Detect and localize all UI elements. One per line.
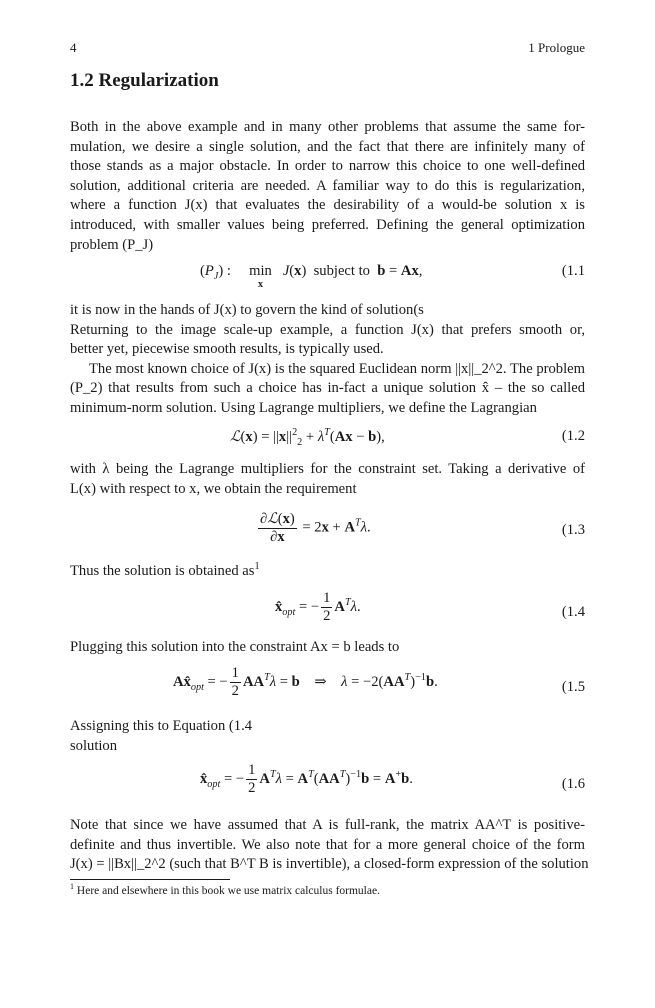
equation-1-5 [70, 665, 585, 713]
equation-1-2 [70, 428, 585, 452]
equation-label: (1.3 [561, 522, 585, 538]
equation-1-3 [70, 510, 585, 554]
text-line: problem (P_J) [70, 236, 154, 253]
text-line: J(x) = ||Bx||_2^2 (such that B^T B is invertible), a closed-form expression of the solution [70, 856, 589, 873]
text-line: The most known choice of J(x) is the squared Euclidean norm ||x||_2^2. The problem [89, 360, 585, 377]
equation-label: (1.4 [561, 604, 585, 620]
footnote [70, 882, 380, 897]
text-line: Returning to the image scale-up example, a function J(x) that prefers smooth or, [70, 321, 585, 338]
paragraph-lagrange [70, 460, 585, 499]
text-line: L(x) with respect to x, we obtain the requirement [70, 480, 357, 497]
footnote-ref: 1 [254, 561, 260, 573]
equation-1-4 [70, 590, 585, 638]
equation-source [0, 0, 1, 1]
text-line: with λ being the Lagrange multipliers for the constraint set. Taking a derivative of [70, 461, 585, 477]
footnote-marker: 1 [70, 882, 75, 892]
text-line: better yet, piecewise smooth results, is typically used. [70, 341, 384, 358]
section-title: 1.2 Regularization [70, 70, 219, 91]
equation-label: (1.5 [561, 679, 585, 695]
text-line [70, 562, 585, 582]
text-line: Assigning this to Equation (1.4 [70, 718, 253, 734]
text-line: definite and thus invertible. We also note that for a more general choice of the form [70, 836, 585, 853]
text-line: mulation, we desire a single solution, and the fact that there are infinitely many of [70, 138, 585, 155]
text-span: Thus the solution is obtained as [70, 563, 255, 579]
equation-label: (1.1 [561, 263, 585, 279]
equation-body: $x̂_{opt}$ = − $\frac{1}{2}$ $A^T\lambda$. [275, 590, 361, 624]
equation-body: $\frac{\text{∂ℒ(x)}}{\partial x}$ = $2x + A^T\lambda$. [260, 511, 371, 545]
text-line: introduced, with smaller values being preferred. Defining the general optimization [70, 216, 585, 233]
equation-body: $Ax̂_{opt}$ = − $\frac{1}{2}$ $AA^T\lambda = b$ ⇒ $\lambda = -2(AA^T)^{-1}b$. [173, 665, 438, 699]
footnote-text: Here and elsewhere in this book we use matrix calculus formulae. [76, 885, 380, 897]
footnote-rule [70, 879, 230, 880]
equation-label: (1.6 [561, 776, 585, 792]
equation-body: $x̂_{opt}$ = − $\frac{1}{2}$ $A^T\lambda = A^T(AA^T)^{-1}b = A^+b$. [200, 762, 413, 796]
text-line: Both in the above example and in many other problems that assume the same for- [70, 119, 585, 135]
text-line: solution, additional criteria are needed. A familiar way to do this is regularization, [70, 177, 585, 194]
page-number: 4 [70, 40, 77, 55]
text-line: Note that since we have assumed that A is full-rank, the matrix AA^T is positive- [70, 817, 585, 833]
equation-1-1 [70, 263, 585, 293]
equation-label: (1.2 [561, 428, 585, 444]
equation-body: ℒ(x) = $||x||^2_2 + \lambda^T(Ax - b)$, [230, 427, 385, 448]
text-line: where a function J(x) that evaluates the desirability of a would-be solution x is [70, 197, 585, 214]
text-line: minimum-norm solution. Using Lagrange multipliers, we define the Lagrangian [70, 399, 537, 416]
text-line: those stands as a major obstacle. In order to narrow this choice to one well-defined [70, 158, 585, 175]
paragraph-assigning [70, 717, 585, 756]
equation-1-6 [70, 762, 585, 810]
paragraph-note [70, 816, 589, 875]
running-head: 1 Prologue [528, 40, 585, 55]
equation-body: $(P_J)$ : min x J(x) subject to b = Ax, [200, 263, 423, 290]
text-line: solution [70, 737, 118, 754]
paragraph-choice [70, 301, 585, 419]
paragraph-solution [70, 562, 585, 582]
paragraph-intro [70, 118, 585, 255]
text-line: (P_2) that results from such a choice has in-fact a unique solution x̂ – the so called [70, 380, 585, 397]
text-line: it is now in the hands of J(x) to govern the kind of solution(s [70, 302, 424, 318]
paragraph-plugging [70, 638, 585, 658]
text-line: Plugging this solution into the constraint Ax = b leads to [70, 639, 400, 655]
